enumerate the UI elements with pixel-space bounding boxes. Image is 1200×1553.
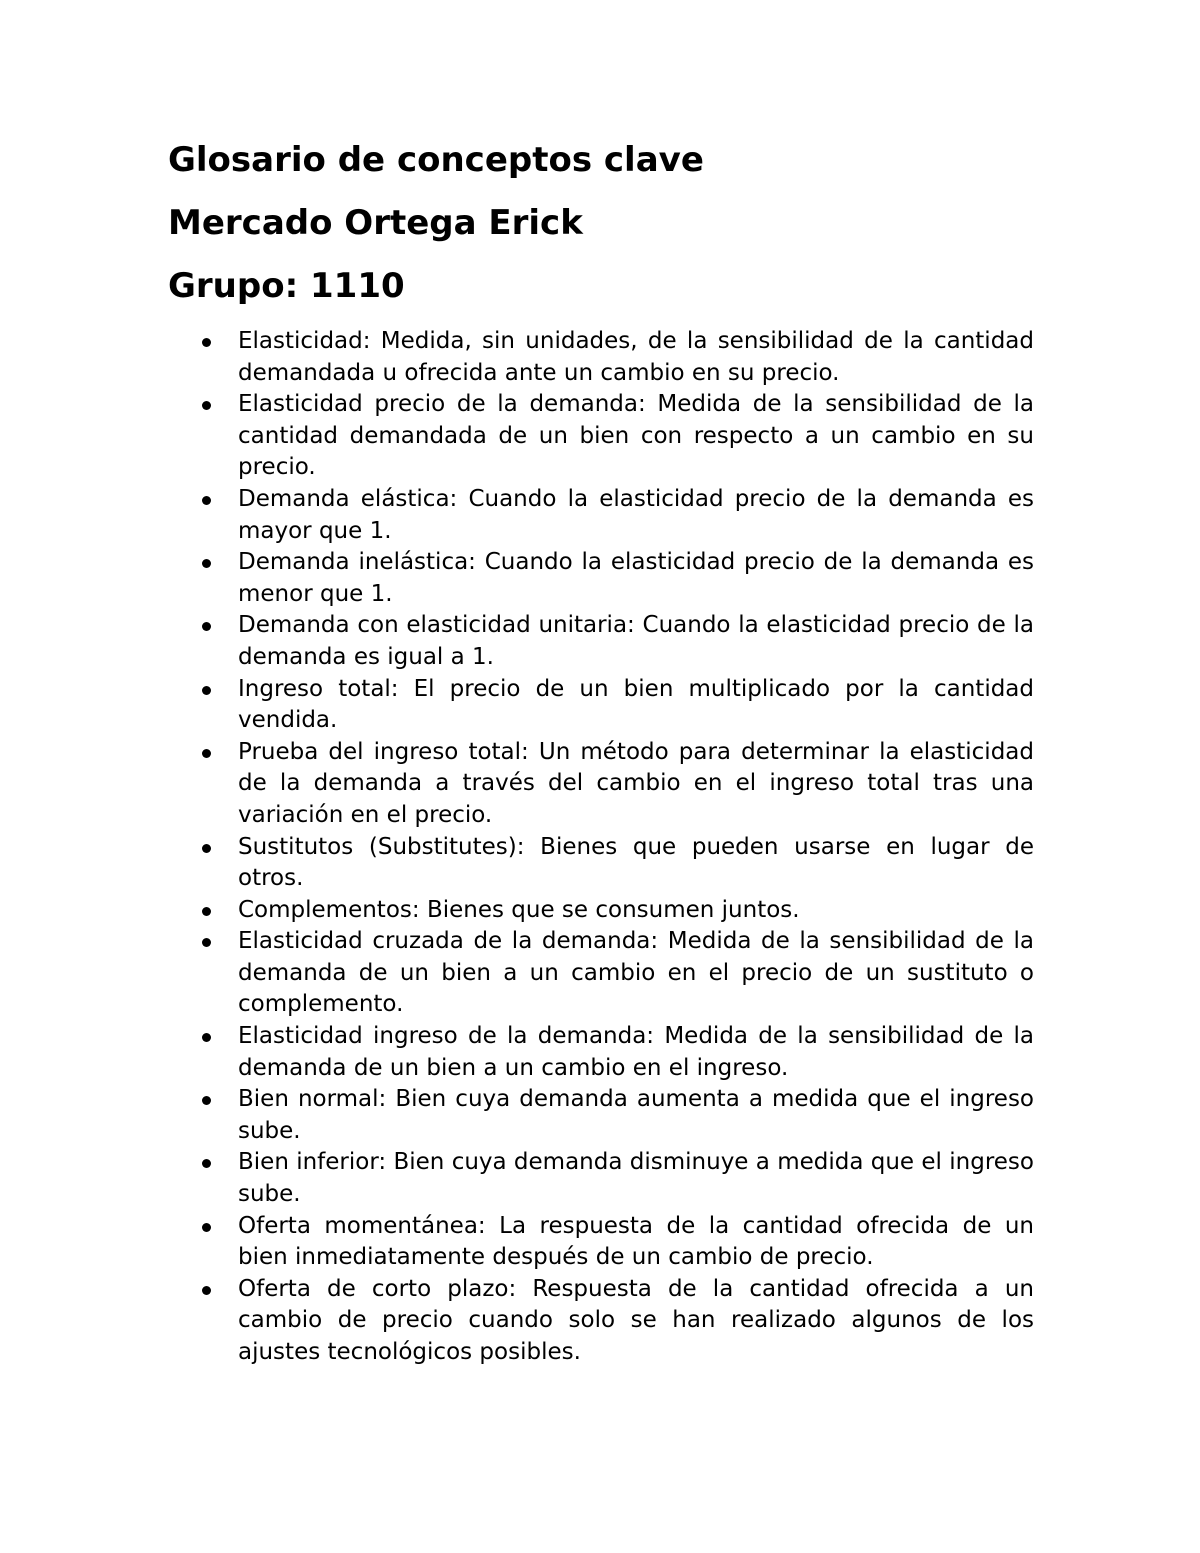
glossary-item-text: Demanda con elasticidad unitaria: Cuando la elasticidad precio de la demanda es igual a 1.	[238, 612, 1034, 670]
bullet-icon	[202, 938, 211, 947]
bullet-icon	[202, 1286, 211, 1295]
glossary-list	[168, 326, 1034, 1369]
bullet-icon	[202, 1033, 211, 1042]
glossary-item-text: Oferta momentánea: La respuesta de la cantidad ofrecida de un bien inmediatamente después de un cambio de precio.	[238, 1212, 1034, 1271]
glossary-item	[168, 1147, 1034, 1210]
glossary-item-text: Bien normal: Bien cuya demanda aumenta a medida que el ingreso sube.	[238, 1086, 1034, 1144]
bullet-icon	[202, 844, 211, 853]
bullet-icon	[202, 338, 211, 347]
bullet-icon	[202, 1096, 211, 1105]
glossary-item-text: Sustitutos (Substitutes): Bienes que pueden usarse en lugar de otros.	[238, 833, 1034, 892]
glossary-item	[168, 737, 1034, 832]
glossary-item-text: Elasticidad cruzada de la demanda: Medida de la sensibilidad de la demanda de un bien a un cambio en el precio de un sustituto o complemento.	[238, 928, 1034, 1018]
bullet-icon	[202, 749, 211, 758]
glossary-item	[168, 326, 1034, 389]
bullet-icon	[202, 496, 211, 505]
glossary-item	[168, 926, 1034, 1021]
glossary-item-text: Elasticidad ingreso de la demanda: Medida de la sensibilidad de la demanda de un bien a un cambio en el ingreso.	[238, 1023, 1034, 1081]
bullet-icon	[202, 1223, 211, 1232]
glossary-item	[168, 610, 1034, 673]
glossary-item	[168, 389, 1034, 484]
document-title: Glosario de conceptos clave	[168, 140, 704, 180]
bullet-icon	[202, 622, 211, 631]
glossary-item	[168, 674, 1034, 737]
glossary-item-text: Elasticidad: Medida, sin unidades, de la sensibilidad de la cantidad demandada u ofrecida ante un cambio en su precio.	[238, 328, 1034, 386]
author-name: Mercado Ortega Erick	[168, 203, 583, 243]
glossary-item-text: Complementos: Bienes que se consumen juntos.	[238, 896, 800, 923]
glossary-item-text: Prueba del ingreso total: Un método para determinar la elasticidad de la demanda a través del cambio en el ingreso total tras una variación en el precio.	[238, 738, 1034, 828]
bullet-icon	[202, 907, 211, 916]
glossary-item	[168, 832, 1034, 895]
glossary-item	[168, 1274, 1034, 1369]
glossary-item	[168, 547, 1034, 610]
bullet-icon	[202, 686, 211, 695]
glossary-item-text: Demanda inelástica: Cuando la elasticidad precio de la demanda es menor que 1.	[238, 549, 1034, 607]
glossary-item	[168, 1211, 1034, 1274]
glossary-item	[168, 1021, 1034, 1084]
bullet-icon	[202, 1159, 211, 1168]
glossary-item	[168, 895, 1034, 927]
group-label: Grupo: 1110	[168, 266, 405, 306]
bullet-icon	[202, 401, 211, 410]
glossary-item-text: Demanda elástica: Cuando la elasticidad precio de la demanda es mayor que 1.	[238, 485, 1034, 544]
glossary-item-text: Ingreso total: El precio de un bien multiplicado por la cantidad vendida.	[238, 675, 1034, 734]
bullet-icon	[202, 559, 211, 568]
glossary-item-text: Oferta de corto plazo: Respuesta de la cantidad ofrecida a un cambio de precio cuando solo se han realizado algunos de los ajustes tecnológicos posibles.	[238, 1275, 1034, 1365]
glossary-item-text: Bien inferior: Bien cuya demanda disminuye a medida que el ingreso sube.	[238, 1149, 1034, 1208]
glossary-item	[168, 1084, 1034, 1147]
glossary-item-text: Elasticidad precio de la demanda: Medida de la sensibilidad de la cantidad demandada de un bien con respecto a un cambio en su precio.	[238, 391, 1034, 481]
glossary-item	[168, 484, 1034, 547]
